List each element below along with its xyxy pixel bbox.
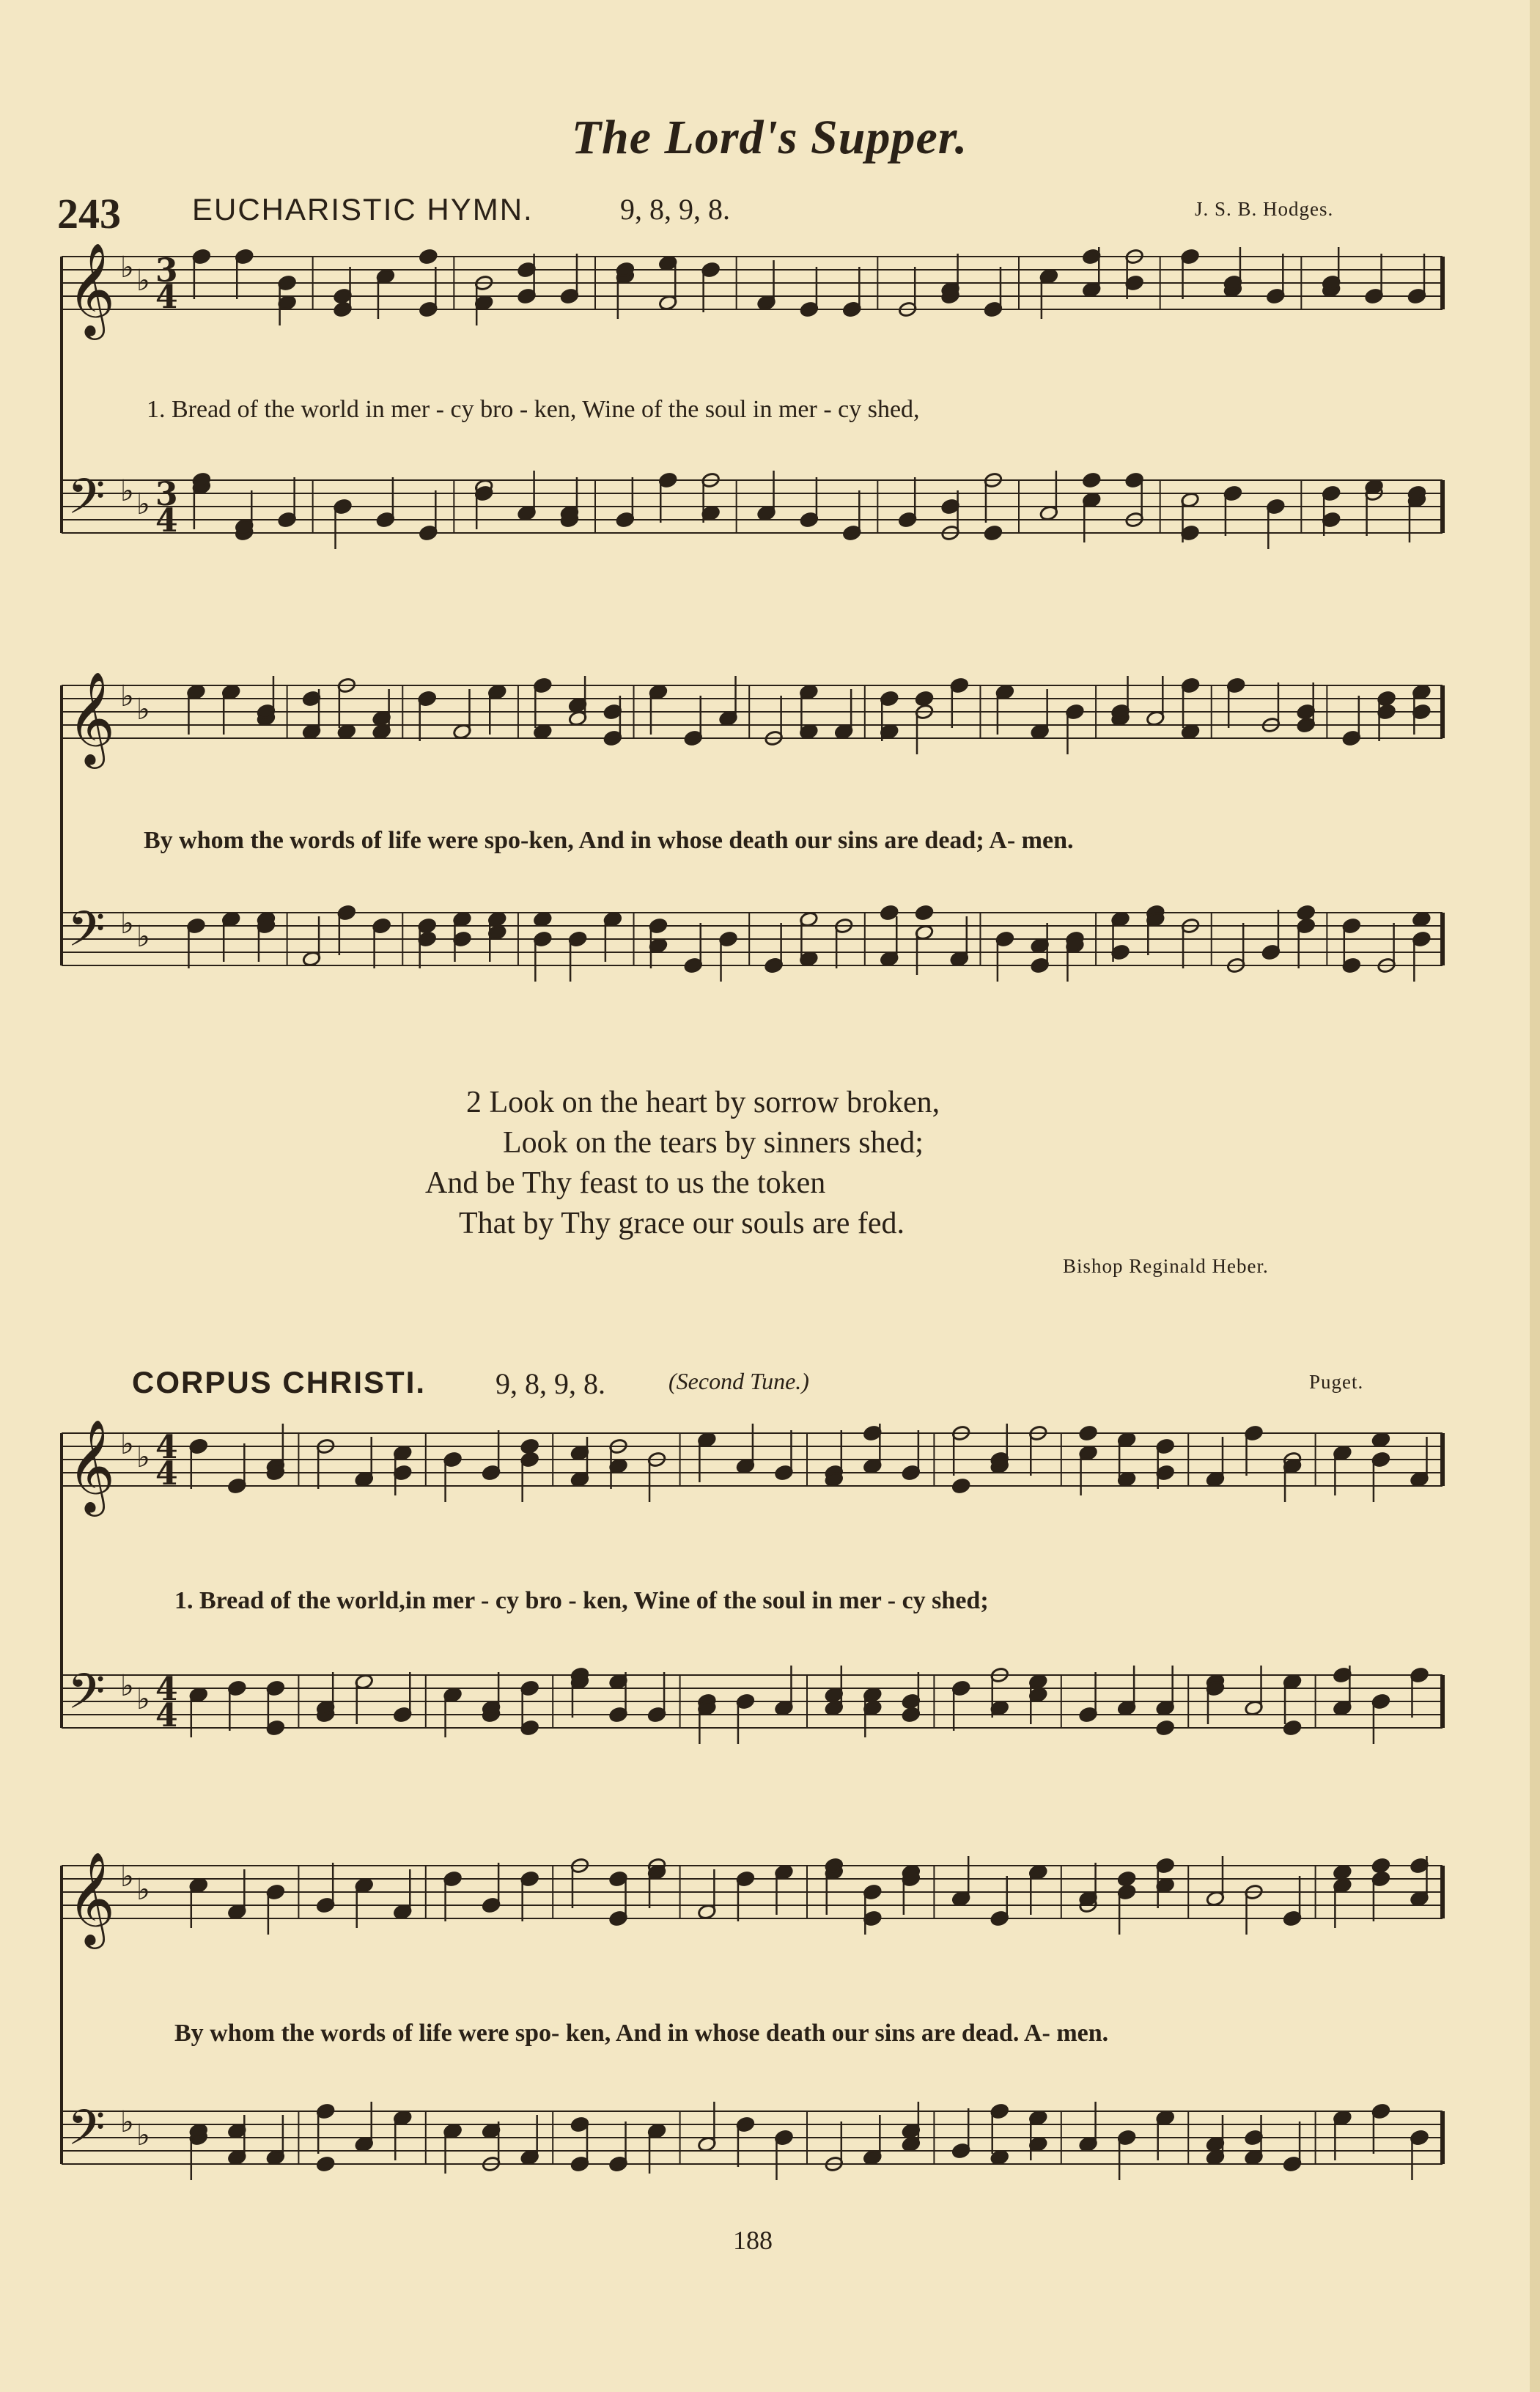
time-signature-bottom: 4 [155,1697,178,1734]
note-head [1371,1432,1390,1449]
bass-clef-icon: 𝄢 [67,1663,106,1732]
note-head [1082,472,1101,489]
treble-clef-icon: 𝄞 [67,242,116,336]
treble-clef-icon: 𝄞 [67,1418,116,1512]
note-head [316,2156,335,2173]
flat-icon: ♭ [136,1440,150,1474]
note-head [1079,1425,1098,1442]
stanza2-line-2: Look on the tears by sinners shed; [503,1126,924,1160]
bass-clef-icon: 𝄢 [67,901,106,969]
meter-corpus-christi: 9, 8, 9, 8. [495,1367,605,1400]
flat-icon: ♭ [120,907,134,941]
flat-icon: ♭ [120,251,134,284]
time-signature-top: 3 [155,252,178,290]
page-number: 188 [733,2226,773,2255]
time-signature-bottom: 4 [155,1455,178,1493]
composer-hodges: J. S. B. Hodges. [1195,198,1334,220]
flat-icon: ♭ [120,1860,134,1894]
note-head [1117,1871,1136,1888]
flat-icon: ♭ [136,487,150,521]
tune-name-corpus-christi: CORPUS CHRISTI. [132,1365,427,1399]
note-head [533,911,552,928]
note-head [1333,1864,1352,1881]
flat-icon: ♭ [120,1669,134,1703]
flat-icon: ♭ [136,920,150,954]
flat-icon: ♭ [136,693,150,726]
time-signature-top: 4 [155,1671,178,1708]
flat-icon: ♭ [136,264,150,298]
flat-icon: ♭ [120,2105,134,2139]
flat-icon: ♭ [136,1873,150,1907]
flat-icon: ♭ [120,474,134,508]
note-head [915,691,934,707]
hymn-number: 243 [57,190,121,238]
stanza2-line-1: 2 Look on the heart by sorrow broken, [466,1086,940,1119]
time-signature-top: 3 [155,476,178,513]
flat-icon: ♭ [120,680,134,713]
lyric-line-4: By whom the words of life were spo- ken, And in whose death our sins are dead. A- men. [174,2020,1109,2047]
stanza2-line-3: And be Thy feast to us the token [425,1166,826,1200]
meter-eucharistic: 9, 8, 9, 8. [620,193,730,226]
flat-icon: ♭ [136,1682,150,1716]
second-tune-note: (Second Tune.) [668,1368,809,1394]
note-head [419,249,438,265]
flat-icon: ♭ [136,2119,150,2152]
treble-clef-icon: 𝄞 [67,671,116,765]
lyric-line-3: 1. Bread of the world,in mer - cy bro - ken, Wine of the soul in mer - cy shed; [174,1587,989,1614]
note-head [1297,905,1316,921]
flat-icon: ♭ [120,1427,134,1461]
note-head [984,525,1003,542]
stanza2-line-4: That by Thy grace our souls are fed. [459,1207,905,1240]
treble-clef-icon: 𝄞 [67,1851,116,1945]
note-head [1371,1858,1390,1874]
lyric-line-2: By whom the words of life were spo-ken, And in whose death our sins are dead; A- men. [144,827,1074,854]
note-head [1412,911,1431,928]
time-signature-top: 4 [155,1429,178,1466]
time-signature-bottom: 4 [155,502,178,540]
tune-name-eucharistic: EUCHARISTIC HYMN. [192,192,534,227]
time-signature-bottom: 4 [155,279,178,316]
lyric-line-1: 1. Bread of the world in mer - cy bro - ken, Wine of the soul in mer - cy shed, [147,396,920,423]
bass-clef-icon: 𝄢 [67,2100,106,2168]
bass-clef-icon: 𝄢 [67,468,106,537]
note-head [951,1478,970,1495]
page-header: The Lord's Supper. [571,111,968,164]
author-heber: Bishop Reginald Heber. [1063,1255,1269,1277]
note-head [1156,1720,1175,1737]
composer-puget: Puget. [1309,1371,1364,1393]
note-head [520,1438,539,1455]
note-head [915,905,934,921]
